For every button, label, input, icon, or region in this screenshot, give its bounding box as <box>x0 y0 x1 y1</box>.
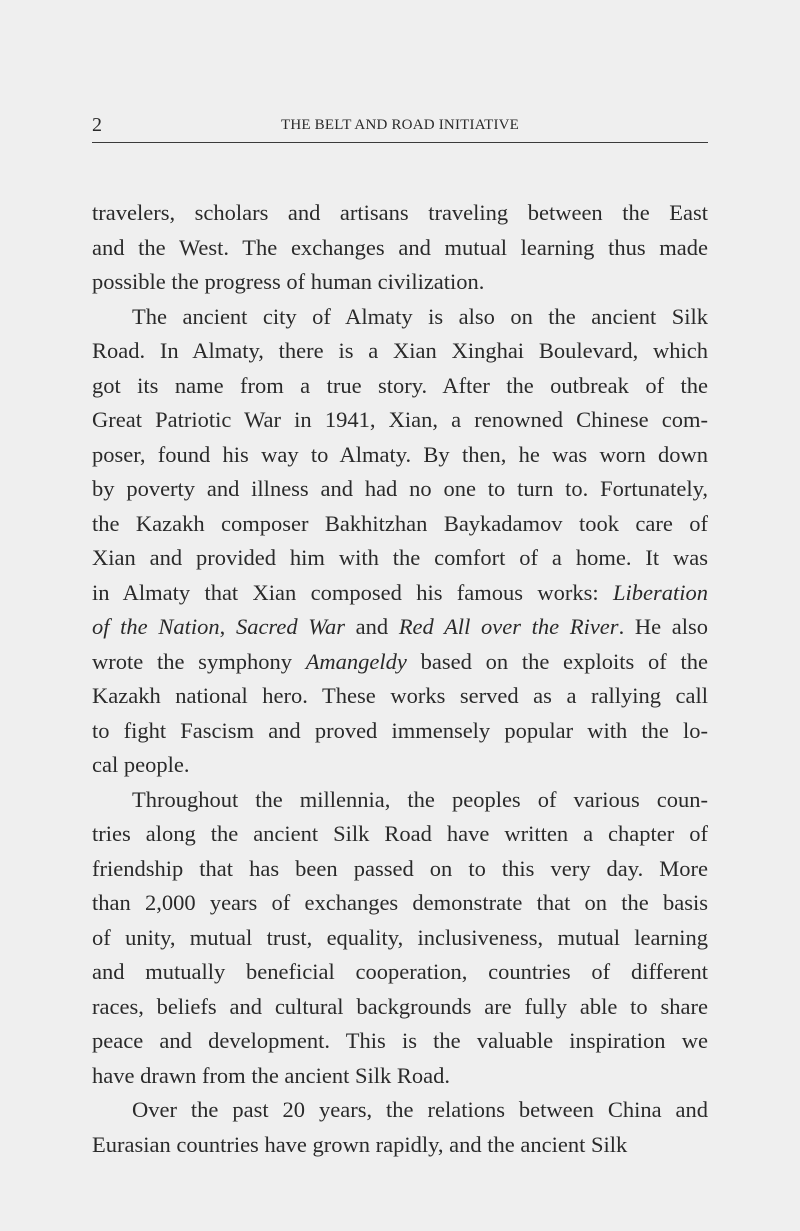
text-line: to fight Fascism and proved immensely popular with the lo- <box>92 717 708 743</box>
paragraph <box>92 783 708 1094</box>
text-line: Road. In Almaty, there is a Xian Xinghai Boulevard, which <box>92 338 708 363</box>
text-line: friendship that has been passed on to this very day. More <box>92 855 708 881</box>
text-line: races, beliefs and cultural backgrounds are fully able to share <box>92 993 708 1019</box>
text-line: wrote the symphony Amangeldy based on the exploits of the <box>92 648 708 674</box>
paragraph <box>92 196 708 300</box>
text-line: than 2,000 years of exchanges demonstrate that on the basis <box>92 890 708 915</box>
text-line: peace and development. This is the valuable inspiration we <box>92 1028 708 1053</box>
text-line: have drawn from the ancient Silk Road. <box>92 1062 451 1088</box>
paragraph <box>92 1093 708 1162</box>
work-title: Sacred War <box>235 614 345 639</box>
text-line: of unity, mutual trust, equality, inclusiveness, mutual learning <box>92 924 708 950</box>
text-line: by poverty and illness and had no one to turn to. Fortunately, <box>92 476 708 501</box>
text-line: The ancient city of Almaty is also on the ancient Silk <box>132 303 708 329</box>
text-line: Kazakh national hero. These works served as a rallying call <box>92 683 708 708</box>
text-line: travelers, scholars and artisans traveling between the East <box>92 200 708 225</box>
page-number: 2 <box>92 114 102 136</box>
work-title: Liberation <box>612 579 708 605</box>
page-header <box>92 112 708 142</box>
text-line: and the West. The exchanges and mutual learning thus made <box>92 234 708 260</box>
work-title: Amangeldy <box>305 648 407 674</box>
text-line: Great Patriotic War in 1941, Xian, a renowned Chinese com- <box>92 407 708 432</box>
body-text <box>92 196 708 1162</box>
text-line: the Kazakh composer Bakhitzhan Baykadamov took care of <box>92 510 708 536</box>
text-line: Throughout the millennia, the peoples of various coun- <box>132 786 708 812</box>
text-line: of the Nation, Sacred War and Red All over the River. He also <box>92 614 709 639</box>
header-rule <box>92 142 708 143</box>
paragraph <box>92 300 708 783</box>
text-line: and mutually beneficial cooperation, countries of different <box>92 959 708 984</box>
text-line: in Almaty that Xian composed his famous works: Liberation <box>92 579 708 605</box>
work-title: of the Nation <box>92 614 220 639</box>
text-line: tries along the ancient Silk Road have written a chapter of <box>92 821 708 846</box>
text-line: cal people. <box>92 752 190 777</box>
text-line: poser, found his way to Almaty. By then, he was worn down <box>92 441 708 467</box>
text-line: got its name from a true story. After the outbreak of the <box>92 372 708 398</box>
work-title: Red All over the River <box>398 614 619 639</box>
text-line: Over the past 20 years, the relations between China and <box>132 1097 708 1122</box>
text-line: possible the progress of human civilization. <box>92 269 485 294</box>
text-line: Xian and provided him with the comfort of a home. It was <box>92 545 708 570</box>
text-line: Eurasian countries have grown rapidly, and the ancient Silk <box>92 1131 628 1157</box>
running-title: THE BELT AND ROAD INITIATIVE <box>280 117 520 133</box>
